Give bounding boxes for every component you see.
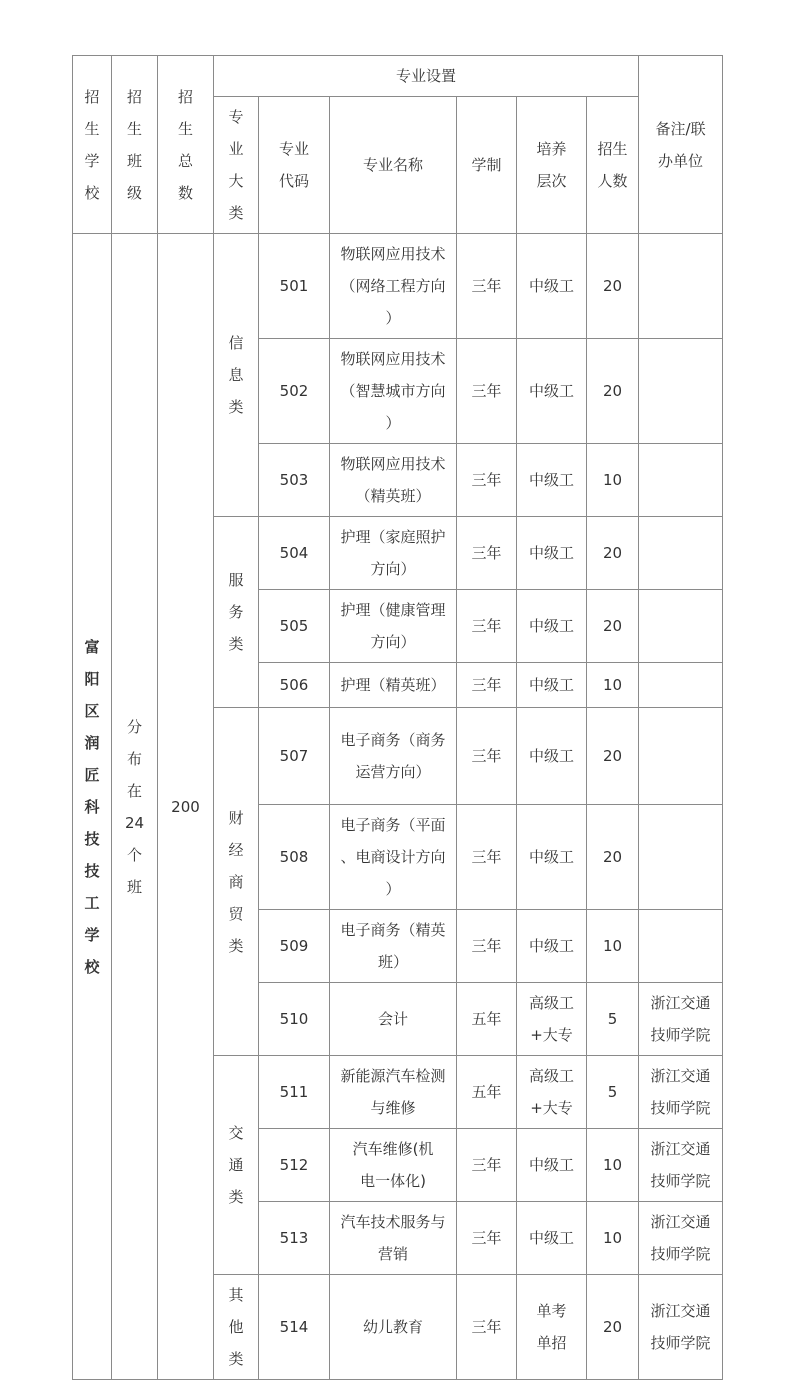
header-name: 专业名称	[330, 97, 457, 234]
duration: 三年	[457, 517, 517, 590]
enroll-count: 5	[587, 1056, 639, 1129]
enroll-count: 10	[587, 1202, 639, 1275]
total-enrollment: 200	[158, 234, 214, 1380]
major-code: 502	[259, 339, 330, 444]
school-name: 富 阳 区 润 匠 科 技 技 工 学 校	[73, 234, 112, 1380]
remark: 浙江交通 技师学院	[639, 1056, 723, 1129]
enroll-count: 10	[587, 1129, 639, 1202]
training-level: 高级工 +大专	[517, 983, 587, 1056]
remark	[639, 339, 723, 444]
duration: 三年	[457, 663, 517, 708]
training-level: 中级工	[517, 590, 587, 663]
remark	[639, 663, 723, 708]
training-level: 中级工	[517, 444, 587, 517]
major-name: 汽车技术服务与 营销	[330, 1202, 457, 1275]
remark	[639, 444, 723, 517]
duration: 三年	[457, 444, 517, 517]
training-level: 中级工	[517, 805, 587, 910]
major-name: 会计	[330, 983, 457, 1056]
header-total: 招 生 总 数	[158, 56, 214, 234]
training-level: 中级工	[517, 517, 587, 590]
duration: 三年	[457, 339, 517, 444]
major-code: 504	[259, 517, 330, 590]
training-level: 中级工	[517, 663, 587, 708]
enroll-count: 10	[587, 910, 639, 983]
header-classes: 招 生 班 级	[112, 56, 158, 234]
header-duration: 学制	[457, 97, 517, 234]
major-name: 物联网应用技术 （精英班）	[330, 444, 457, 517]
duration: 三年	[457, 1129, 517, 1202]
enroll-count: 10	[587, 663, 639, 708]
training-level: 中级工	[517, 234, 587, 339]
enroll-count: 5	[587, 983, 639, 1056]
enroll-count: 20	[587, 339, 639, 444]
enroll-count: 20	[587, 805, 639, 910]
remark: 浙江交通 技师学院	[639, 1275, 723, 1380]
major-name: 新能源汽车检测 与维修	[330, 1056, 457, 1129]
major-code: 501	[259, 234, 330, 339]
major-code: 511	[259, 1056, 330, 1129]
category-info: 信 息 类	[214, 234, 259, 517]
major-name: 物联网应用技术 （智慧城市方向 ）	[330, 339, 457, 444]
training-level: 中级工	[517, 1202, 587, 1275]
duration: 五年	[457, 983, 517, 1056]
duration: 三年	[457, 1202, 517, 1275]
remark: 浙江交通 技师学院	[639, 1202, 723, 1275]
training-level: 中级工	[517, 1129, 587, 1202]
training-level: 单考 单招	[517, 1275, 587, 1380]
duration: 三年	[457, 1275, 517, 1380]
enroll-count: 10	[587, 444, 639, 517]
major-name: 电子商务（精英 班）	[330, 910, 457, 983]
major-name: 电子商务（平面 、电商设计方向 ）	[330, 805, 457, 910]
remark	[639, 805, 723, 910]
enroll-count: 20	[587, 708, 639, 805]
duration: 三年	[457, 910, 517, 983]
header-code: 专业 代码	[259, 97, 330, 234]
header-category: 专 业 大 类	[214, 97, 259, 234]
major-code: 509	[259, 910, 330, 983]
enroll-count: 20	[587, 234, 639, 339]
major-code: 503	[259, 444, 330, 517]
class-distribution: 分 布 在 24 个 班	[112, 234, 158, 1380]
remark	[639, 708, 723, 805]
major-name: 汽车维修(机 电一体化)	[330, 1129, 457, 1202]
major-code: 513	[259, 1202, 330, 1275]
remark	[639, 910, 723, 983]
major-name: 护理（精英班）	[330, 663, 457, 708]
duration: 三年	[457, 805, 517, 910]
category-finance-trade: 财 经 商 贸 类	[214, 708, 259, 1056]
major-code: 508	[259, 805, 330, 910]
header-remark: 备注/联 办单位	[639, 56, 723, 234]
header-school: 招 生 学 校	[73, 56, 112, 234]
major-code: 514	[259, 1275, 330, 1380]
remark	[639, 517, 723, 590]
category-other: 其 他 类	[214, 1275, 259, 1380]
major-code: 506	[259, 663, 330, 708]
duration: 五年	[457, 1056, 517, 1129]
remark: 浙江交通 技师学院	[639, 983, 723, 1056]
header-major-setup: 专业设置	[214, 56, 639, 97]
major-code: 507	[259, 708, 330, 805]
duration: 三年	[457, 234, 517, 339]
enroll-count: 20	[587, 517, 639, 590]
training-level: 中级工	[517, 339, 587, 444]
major-code: 512	[259, 1129, 330, 1202]
training-level: 高级工 +大专	[517, 1056, 587, 1129]
duration: 三年	[457, 590, 517, 663]
enroll-count: 20	[587, 1275, 639, 1380]
major-name: 幼儿教育	[330, 1275, 457, 1380]
category-transport: 交 通 类	[214, 1056, 259, 1275]
training-level: 中级工	[517, 708, 587, 805]
remark	[639, 234, 723, 339]
major-name: 护理（家庭照护 方向）	[330, 517, 457, 590]
major-name: 护理（健康管理 方向）	[330, 590, 457, 663]
admission-table	[72, 55, 723, 1380]
major-name: 电子商务（商务 运营方向）	[330, 708, 457, 805]
table-row	[73, 234, 723, 339]
training-level: 中级工	[517, 910, 587, 983]
duration: 三年	[457, 708, 517, 805]
major-code: 510	[259, 983, 330, 1056]
enroll-count: 20	[587, 590, 639, 663]
header-level: 培养 层次	[517, 97, 587, 234]
category-service: 服 务 类	[214, 517, 259, 708]
major-code: 505	[259, 590, 330, 663]
remark: 浙江交通 技师学院	[639, 1129, 723, 1202]
remark	[639, 590, 723, 663]
header-enroll: 招生 人数	[587, 97, 639, 234]
major-name: 物联网应用技术 （网络工程方向 ）	[330, 234, 457, 339]
